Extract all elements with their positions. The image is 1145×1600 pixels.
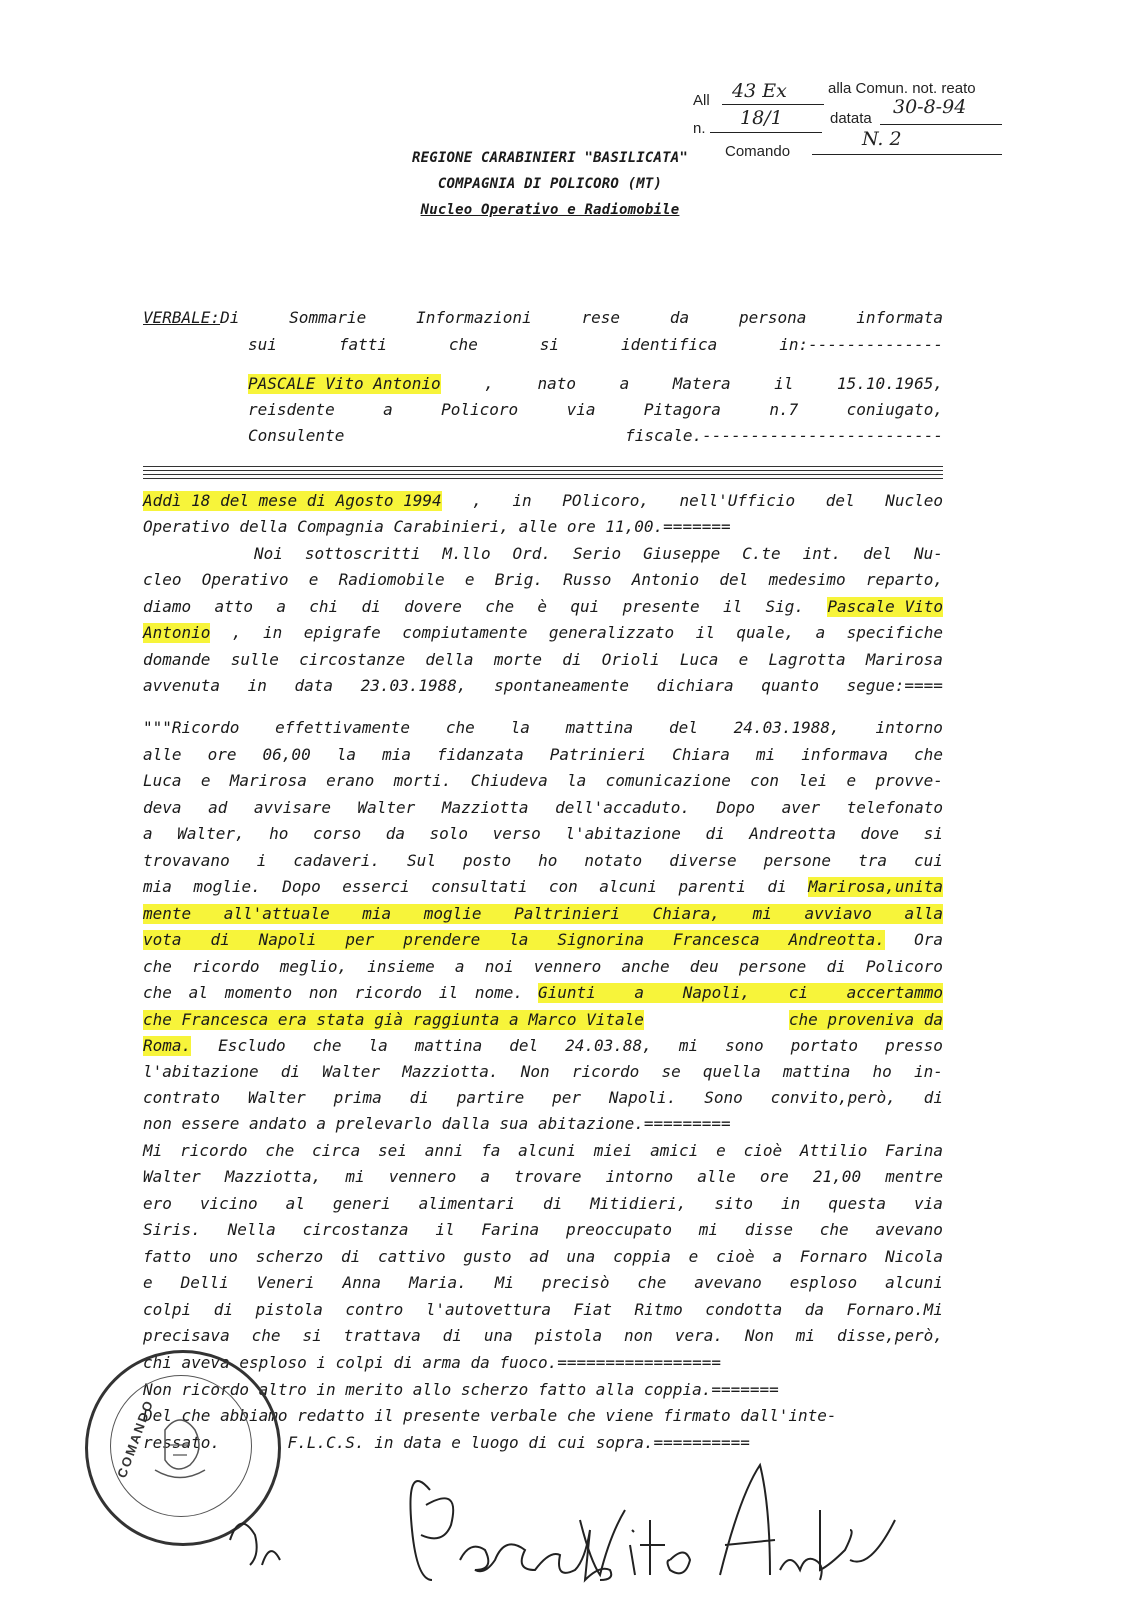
highlight-roma: Roma. bbox=[143, 1036, 192, 1055]
stamp-comando-value: N. 2 bbox=[862, 128, 902, 150]
name-highlight-2: Pascale Vito bbox=[827, 597, 943, 616]
header-regione: REGIONE CARABINIERI "BASILICATA" bbox=[411, 150, 689, 166]
highlight-giunti: Giunti a Napoli, ci accertammo bbox=[538, 983, 943, 1002]
verbale-line-2: sui fatti che si identifica in:-------------- bbox=[248, 335, 943, 354]
person-name-highlight: PASCALE Vito Antonio bbox=[248, 374, 441, 393]
highlight-line-napoli: vota di Napoli per prendere la Signorina Francesca Andreotta. bbox=[143, 930, 885, 949]
stamp-all-value: 43 Ex bbox=[732, 80, 787, 102]
stamp-data-value: 30-8-94 bbox=[893, 96, 967, 118]
stamp-all-label: All bbox=[693, 92, 710, 109]
header-nucleo: Nucleo Operativo e Radiomobile bbox=[420, 202, 680, 218]
highlight-proveniva: che proveniva da bbox=[788, 1010, 943, 1029]
highlight-francesca: che Francesca era stata già raggiunta a Marco Vitale bbox=[143, 1010, 644, 1029]
stamp-data-label: datata bbox=[830, 110, 872, 127]
double-rule-bottom bbox=[143, 474, 943, 479]
highlight-marirosa: Marirosa,unita bbox=[808, 877, 943, 896]
double-rule-top bbox=[143, 466, 943, 471]
verbale-line-4: reisdente a Policoro via Pitagora n.7 coniugato, bbox=[248, 400, 943, 419]
stamp-comun-label: alla Comun. not. reato bbox=[828, 80, 976, 97]
verbale-label: VERBALE: bbox=[143, 308, 221, 327]
highlight-line-moglie: mente all'attuale mia moglie Paltrinieri Chiara, mi avviavo alla bbox=[143, 904, 943, 923]
seal-text: COMANDO bbox=[114, 1397, 157, 1480]
stamp-n-label: n. bbox=[693, 120, 706, 137]
verbale-line-1: VERBALE: Di Sommarie Informazioni rese da persona informata bbox=[143, 308, 943, 327]
stamp-n-value: 18/1 bbox=[740, 107, 783, 129]
verbale-line-5: Consulente fiscale.------------------------- bbox=[248, 426, 943, 445]
name-highlight-3: Antonio bbox=[143, 623, 211, 642]
stamp-comando-label: Comando bbox=[725, 143, 791, 160]
header-compagnia: COMPAGNIA DI POLICORO (MT) bbox=[437, 176, 663, 192]
date-highlight: Addì 18 del mese di Agosto 1994 bbox=[143, 491, 442, 510]
signature bbox=[220, 1450, 900, 1590]
verbale-line-3: PASCALE Vito Antonio , nato a Matera il 15.10.1965, bbox=[248, 374, 943, 393]
